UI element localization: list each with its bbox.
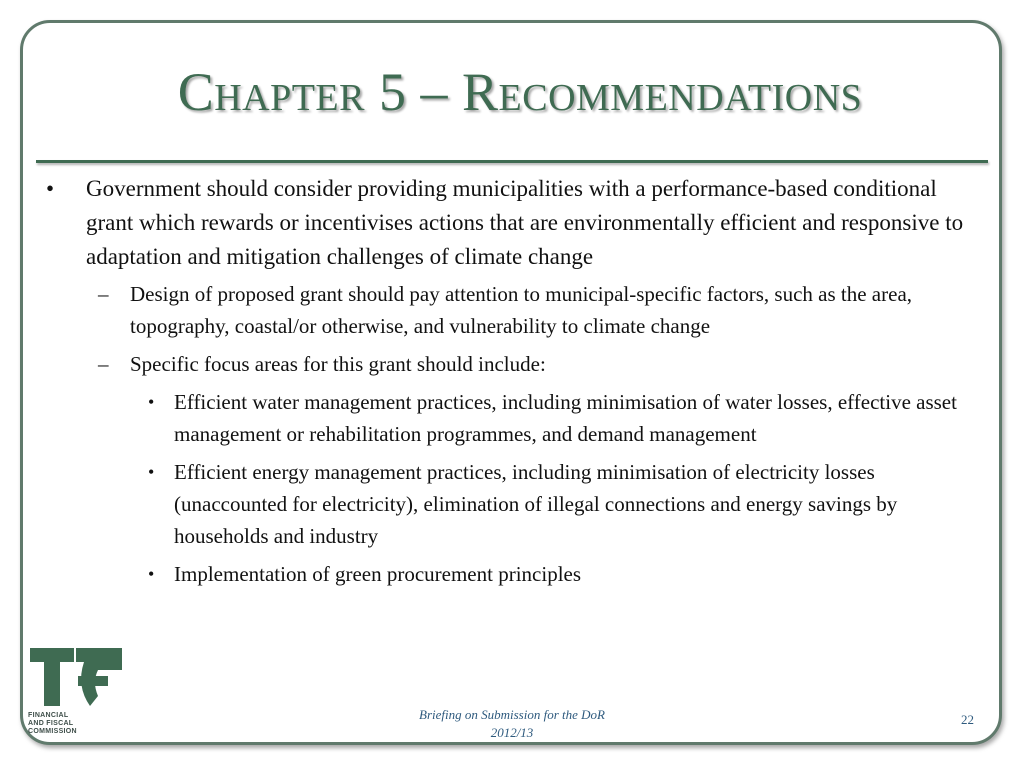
sub-sub-bullet-item [40,558,980,590]
dash-marker: – [98,282,109,306]
title-divider [36,160,988,163]
bullet-item [40,172,980,274]
sub-sub-bullet-item [40,456,980,552]
bullet-text: Efficient energy management practices, including minimisation of electricity losses (unaccounted for electricity), elimination of illegal connections and energy savings by households and industry [174,460,898,548]
bullet-marker: • [148,462,155,482]
sub-bullet-item [40,278,980,342]
bullet-text: Government should consider providing municipalities with a performance-based conditional grant which rewards or incentivises actions that are environmentally efficient and responsive to adaptation and mitigation challenges of climate change [86,176,964,269]
bullet-text: Specific focus areas for this grant should include: [130,352,546,376]
slide-title: Chapter 5 – Recommendations [177,62,863,122]
dash-marker: – [98,352,109,376]
slide-footer [372,706,652,742]
bullet-text: Implementation of green procurement principles [174,562,582,586]
sub-sub-bullet-item [40,386,980,450]
footer-line: 2012/13 [490,725,534,740]
bullet-list [40,172,980,596]
bullet-marker: • [148,392,155,412]
bullet-marker: • [46,176,55,201]
page-number: 22 [961,712,974,727]
bullet-text: Design of proposed grant should pay attention to municipal-specific factors, such as the area, topography, coastal/or otherwise, and vulnerability to climate change [130,282,913,338]
footer-line: Briefing on Submission for the DoR [419,707,605,722]
bullet-text: Efficient water management practices, including minimisation of water losses, effective asset management or rehabilitation programmes, and demand management [174,390,957,446]
logo-line: COMMISSION [28,728,77,735]
logo-line: FINANCIAL [28,712,69,719]
bullet-marker: • [148,564,155,584]
logo-wordmark [28,712,128,736]
logo-line: AND FISCAL [28,720,74,727]
sub-bullet-item [40,348,980,380]
